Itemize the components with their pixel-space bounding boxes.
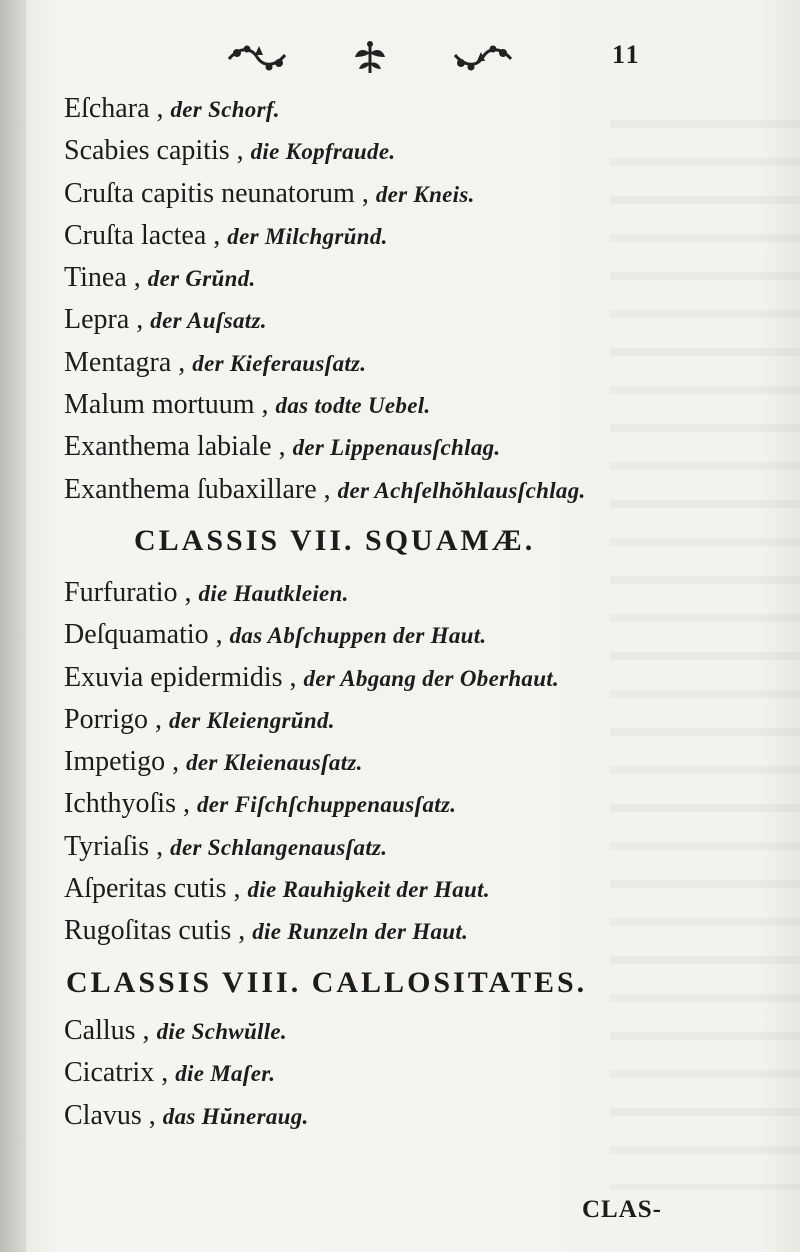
entry	[64, 699, 764, 741]
latin-term: Impetigo ,	[64, 746, 180, 778]
latin-term: Rugoſitas cutis ,	[64, 915, 246, 947]
latin-term: Cicatrix ,	[64, 1057, 169, 1089]
german-term: das Hŭneraug.	[162, 1103, 309, 1129]
latin-term: Callus ,	[64, 1015, 150, 1046]
entry-list-continuation	[64, 88, 764, 511]
entry	[64, 173, 764, 215]
latin-term: Tinea ,	[64, 262, 141, 294]
page-gutter	[0, 0, 26, 1252]
german-term: der Lippenausſchlag.	[292, 435, 501, 461]
latin-term: Exanthema ſubaxillare ,	[64, 473, 331, 505]
entry	[64, 299, 764, 341]
latin-term: Exuvia epidermidis ,	[64, 661, 297, 693]
latin-term: Clavus ,	[64, 1099, 156, 1131]
section-heading-viii: CLASSIS VIII. CALLOSITATES.	[66, 966, 588, 999]
latin-term: Aſperitas cutis ,	[64, 873, 241, 905]
latin-term: Tyriaſis ,	[64, 830, 164, 862]
entry	[64, 910, 764, 952]
latin-term: Cruſta lactea ,	[64, 219, 221, 251]
entry	[64, 614, 764, 656]
entry	[64, 1095, 764, 1137]
latin-term: Exanthema labiale ,	[64, 431, 286, 463]
german-term: die Rauhigkeit der Haut.	[247, 877, 490, 903]
german-term: das todte Uebel.	[275, 393, 431, 419]
fleuron-center-icon	[351, 39, 389, 77]
entry	[64, 741, 764, 783]
german-term: der Abgang der Oberhaut.	[303, 665, 560, 691]
german-term: der Fiſchſchuppenausſatz.	[197, 792, 457, 818]
latin-term: Lepra ,	[64, 304, 144, 336]
header-ornaments	[225, 38, 515, 78]
entry	[64, 342, 764, 384]
entry	[64, 88, 764, 130]
entry	[64, 384, 764, 426]
german-term: die Schwŭlle.	[156, 1019, 287, 1044]
german-term: der Kneis.	[375, 181, 475, 207]
latin-term: Ichthyoſis ,	[64, 788, 190, 820]
entry	[64, 868, 764, 910]
entry	[64, 426, 764, 468]
entry	[64, 826, 764, 868]
latin-term: Scabies capitis ,	[64, 135, 244, 167]
german-term: der Kieferausſatz.	[192, 350, 367, 376]
entry-list-squamae	[64, 572, 764, 953]
latin-term: Mentagra ,	[64, 346, 186, 378]
section-heading-vii: CLASSIS VII. SQUAMÆ.	[134, 524, 536, 557]
german-term: die Hautkleien.	[198, 581, 349, 606]
latin-term: Cruſta capitis neunatorum ,	[64, 177, 369, 209]
entry	[64, 783, 764, 825]
german-term: der Schorf.	[170, 97, 280, 122]
catchword: CLAS-	[582, 1196, 663, 1223]
fleuron-right-icon	[451, 41, 515, 75]
latin-term: Furfuratio ,	[64, 577, 192, 608]
latin-term: Malum mortuum ,	[64, 389, 269, 421]
german-term: der Grŭnd.	[147, 266, 256, 292]
latin-term: Porrigo ,	[64, 703, 162, 735]
entry	[64, 1052, 764, 1094]
entry	[64, 257, 764, 299]
german-term: die Runzeln der Haut.	[252, 919, 469, 945]
german-term: der Schlangenausſatz.	[170, 834, 388, 860]
entry	[64, 572, 764, 614]
german-term: der Auſsatz.	[150, 308, 267, 334]
page-number: 11	[612, 40, 641, 69]
german-term: der Kleienausſatz.	[186, 750, 363, 776]
entry	[64, 215, 764, 257]
german-term: die Kopfraude.	[250, 139, 396, 165]
entry-list-callositates	[64, 1010, 764, 1137]
fleuron-left-icon	[225, 41, 289, 75]
german-term: der Milchgrŭnd.	[227, 223, 388, 249]
entry	[64, 469, 764, 511]
entry	[64, 130, 764, 172]
german-term: das Abſchuppen der Haut.	[229, 623, 487, 649]
latin-term: Deſquamatio ,	[64, 619, 223, 651]
entry	[64, 1010, 764, 1052]
entry	[64, 657, 764, 699]
latin-term: Eſchara ,	[64, 93, 164, 124]
german-term: der Achſelhŏhlausſchlag.	[337, 477, 586, 503]
german-term: der Kleiengrŭnd.	[169, 707, 335, 733]
german-term: die Maſer.	[175, 1061, 276, 1087]
